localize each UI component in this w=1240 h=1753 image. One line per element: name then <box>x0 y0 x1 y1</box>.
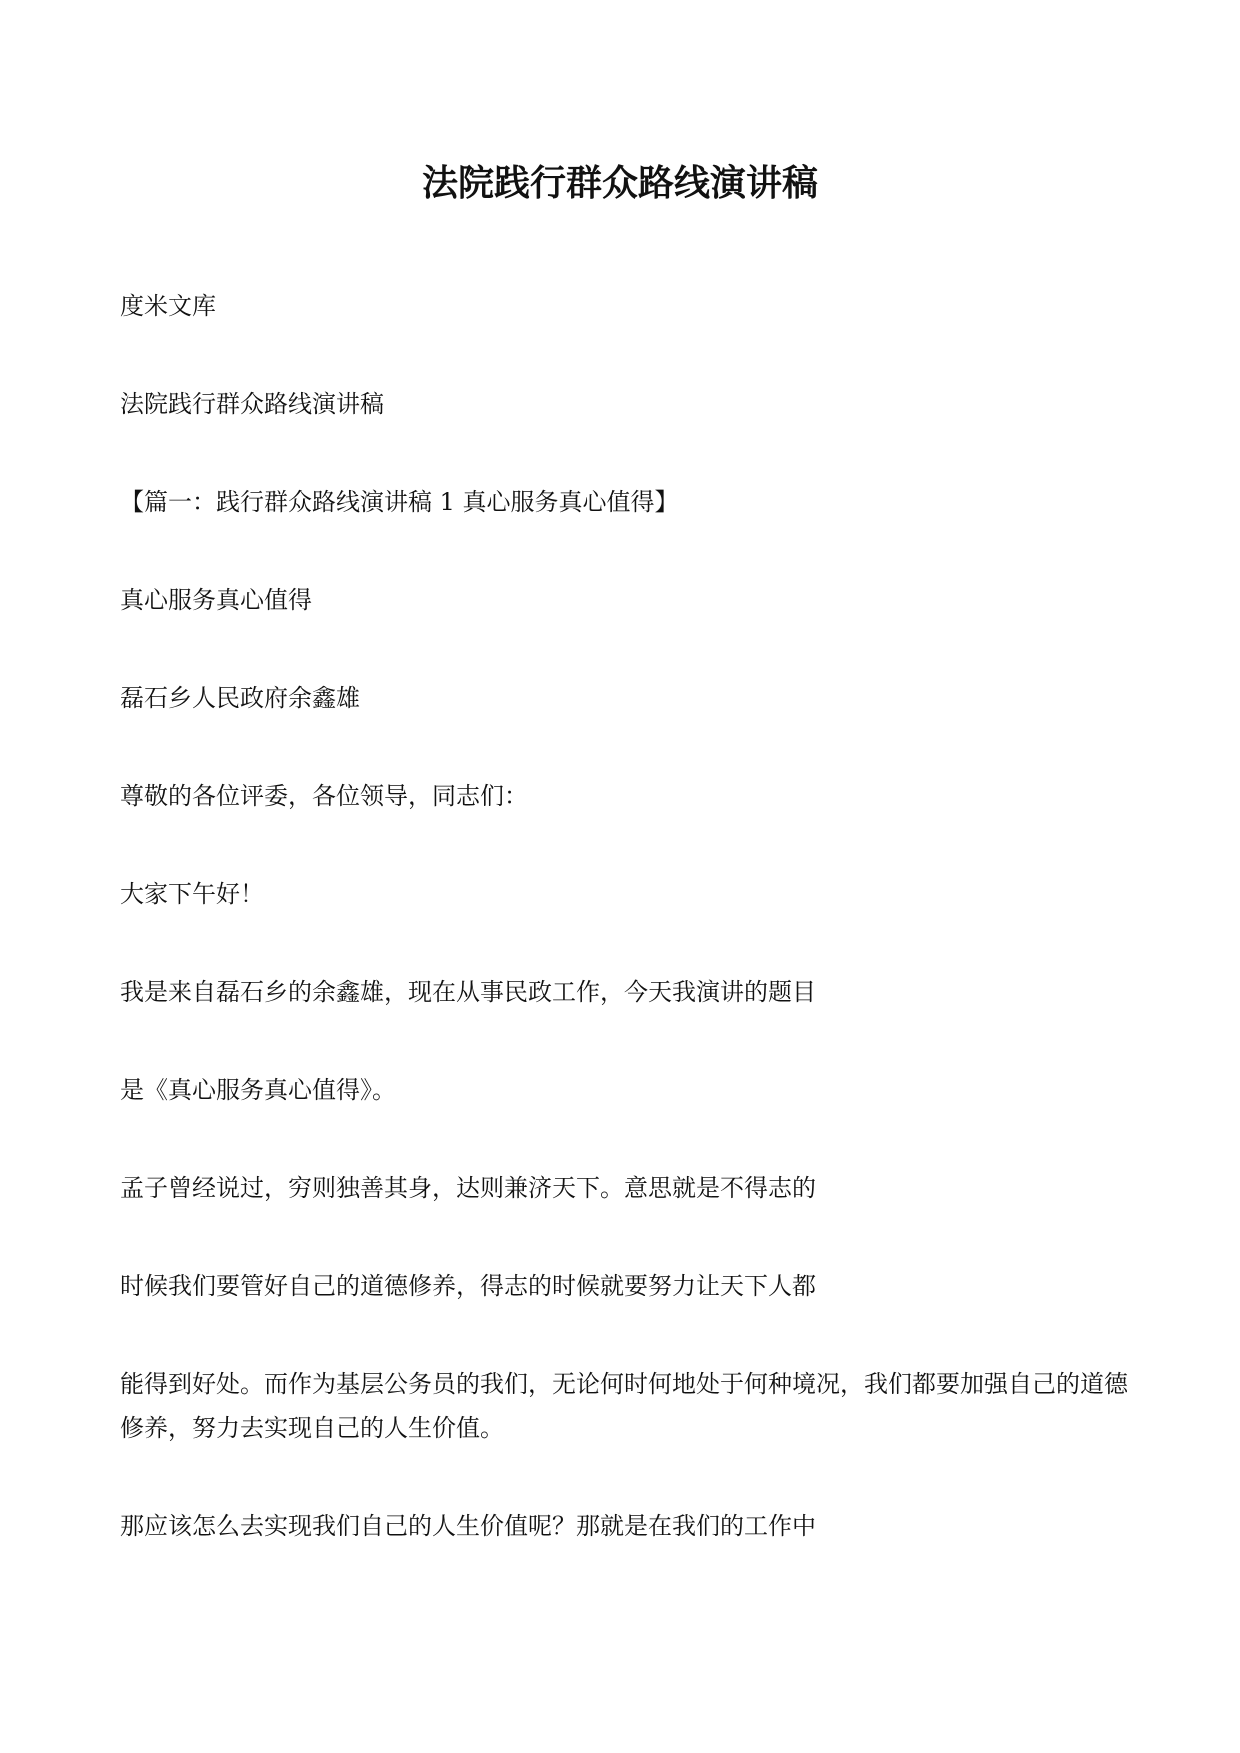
paragraph-body: 那应该怎么去实现我们自己的人生价值呢？那就是在我们的工作中 <box>120 1512 816 1540</box>
paragraph-speech-title: 真心服务真心值得 <box>120 586 312 614</box>
document-title: 法院践行群众路线演讲稿 <box>421 162 818 204</box>
paragraph-body: 时候我们要管好自己的道德修养，得志的时候就要努力让天下人都 <box>120 1272 816 1300</box>
paragraph-subtitle: 法院践行群众路线演讲稿 <box>120 390 384 418</box>
paragraph-body: 能得到好处。而作为基层公务员的我们，无论何时何地处于何种境况，我们都要加强自己的道德修养，努力去实现自己的人生价值。 <box>120 1370 1128 1442</box>
paragraph-body: 我是来自磊石乡的余鑫雄，现在从事民政工作，今天我演讲的题目 <box>120 978 816 1006</box>
paragraph-source: 度米文库 <box>120 292 216 320</box>
paragraph-author: 磊石乡人民政府余鑫雄 <box>120 684 360 712</box>
paragraph-greeting: 大家下午好！ <box>120 880 264 908</box>
paragraph-body: 是《真心服务真心值得》。 <box>120 1076 396 1104</box>
paragraph-section-heading: 【篇一：践行群众路线演讲稿 1 真心服务真心值得】 <box>120 488 679 516</box>
paragraph-salutation: 尊敬的各位评委，各位领导，同志们： <box>120 782 528 810</box>
paragraph-body: 孟子曾经说过，穷则独善其身，达则兼济天下。意思就是不得志的 <box>120 1174 816 1202</box>
